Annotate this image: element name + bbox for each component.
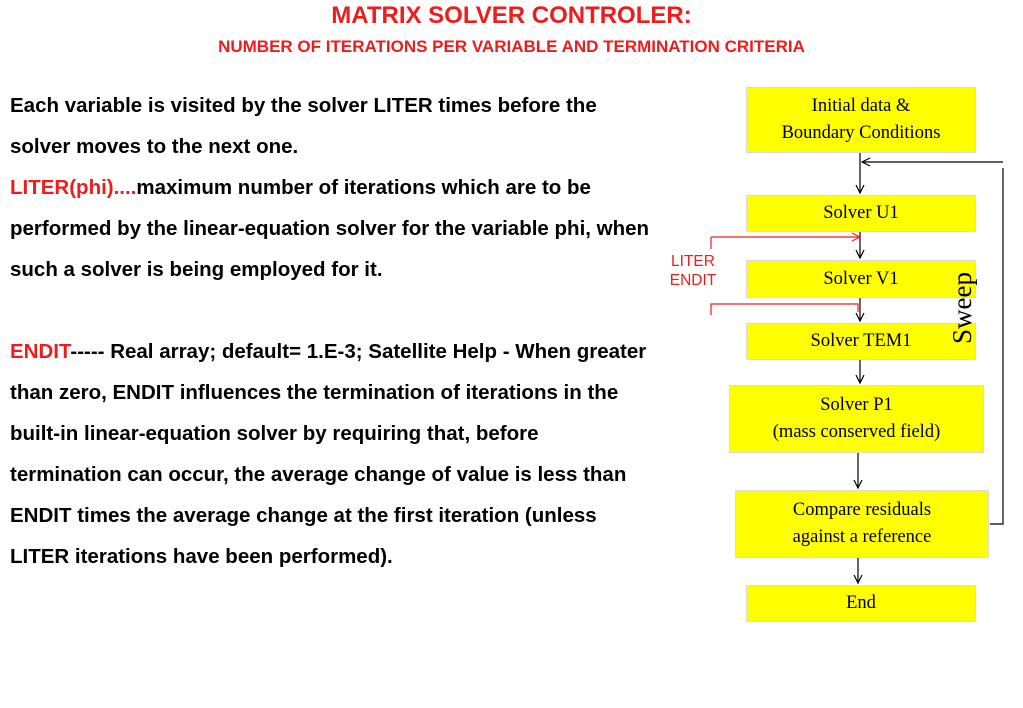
endit-keyword: ENDIT xyxy=(10,340,71,363)
liter-keyword: LITER(phi).... xyxy=(10,176,137,199)
liter-endit-label: LITER ENDIT xyxy=(669,253,717,289)
box-solver-v1: Solver V1 xyxy=(746,260,976,298)
liter-definition: maximum number of iterations which are to be performed by the linear-equation solver for the variable phi, when such a solver is being employed for it. xyxy=(10,176,650,281)
slide-subtitle: NUMBER OF ITERATIONS PER VARIABLE AND TERMINATION CRITERIA xyxy=(218,37,805,56)
box-end: End xyxy=(746,585,976,622)
box-solver-tem1: Solver TEM1 xyxy=(746,323,976,360)
box-solver-p1: Solver P1 (mass conserved field) xyxy=(729,385,984,453)
box-solver-u1: Solver U1 xyxy=(746,195,976,232)
liter-loop-line xyxy=(711,304,858,315)
sweep-loop-line xyxy=(990,168,1003,524)
slide-title: MATRIX SOLVER CONTROLER: xyxy=(331,2,692,29)
box-compare-residuals: Compare residuals against a reference xyxy=(735,490,989,558)
sweep-label: Sweep xyxy=(947,272,977,344)
paragraph-liter-visits: Each variable is visited by the solver LITER times before the solver moves to the next one. xyxy=(10,94,597,158)
box-initial-data: Initial data & Boundary Conditions xyxy=(746,87,976,153)
endit-definition: ----- Real array; default= 1.E-3; Satellite Help - When greater than zero, ENDIT influences the termination of iterations in the built-in linear-equation solver by requiring that, before termination can occur, the average change of value is less than ENDIT times the average change at the first iteration (unless LITER iterations have been performed). xyxy=(10,340,647,568)
